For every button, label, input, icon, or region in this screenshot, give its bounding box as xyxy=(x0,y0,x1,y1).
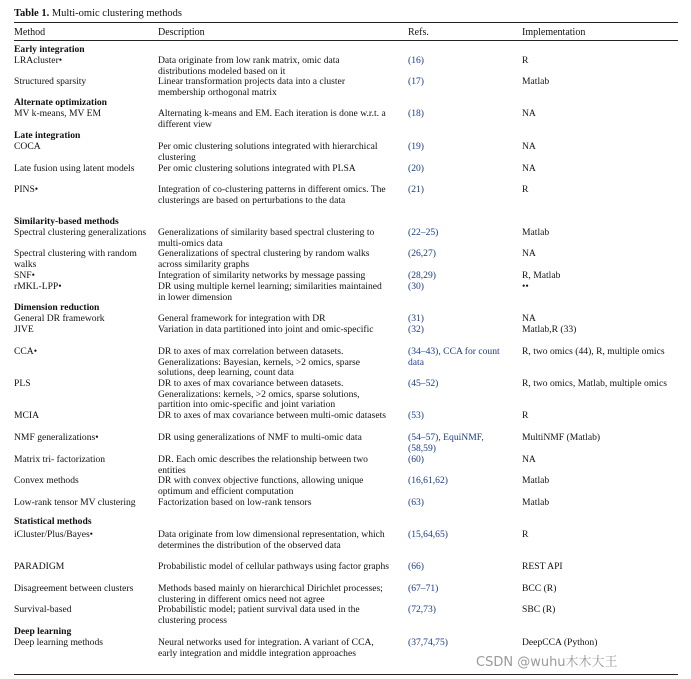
description-cell: Generalizations of spectral clustering by random walks across similarity graphs xyxy=(158,248,370,270)
table-title: Multi-omic clustering methods xyxy=(51,8,182,19)
refs-cell[interactable]: (26,27) xyxy=(408,248,436,259)
refs-cell[interactable]: (45–52) xyxy=(408,378,439,389)
method-cell: SNF• xyxy=(14,270,35,281)
refs-cell[interactable]: (63) xyxy=(408,497,424,508)
section-title: Deep learning xyxy=(14,626,72,637)
method-cell: PINS• xyxy=(14,184,39,195)
refs-cell[interactable]: (16,61,62) xyxy=(408,475,448,486)
top-rule xyxy=(14,22,678,23)
refs-cell[interactable]: (72,73) xyxy=(408,604,436,615)
header-description: Description xyxy=(158,27,205,38)
refs-cell[interactable]: (19) xyxy=(408,141,424,152)
implementation-cell: BCC (R) xyxy=(522,583,557,594)
implementation-cell: Matlab xyxy=(522,227,550,238)
refs-cell[interactable]: (32) xyxy=(408,324,424,335)
implementation-cell: Matlab xyxy=(522,76,550,87)
description-cell: Probabilistic model of cellular pathways using factor graphs xyxy=(158,561,389,572)
description-cell: Linear transformation projects data into a cluster membership orthogonal matrix xyxy=(158,76,346,98)
method-cell: CCA• xyxy=(14,346,38,357)
refs-cell[interactable]: (20) xyxy=(408,163,424,174)
table-label: Table 1. xyxy=(14,8,50,19)
description-cell: Integration of similarity networks by message passing xyxy=(158,270,366,281)
description-cell: Generalizations of similarity based spectral clustering to multi-omics data xyxy=(158,227,375,249)
header-rule xyxy=(14,40,678,41)
section-title: Late integration xyxy=(14,130,81,141)
implementation-cell: NA xyxy=(522,141,536,152)
method-cell: Matrix tri- factorization xyxy=(14,454,106,465)
description-cell: Alternating k-means and EM. Each iteration is done w.r.t. a different view xyxy=(158,108,386,130)
method-cell: MCIA xyxy=(14,410,40,421)
implementation-cell: R, two omics (44), R, multiple omics xyxy=(522,346,665,357)
refs-cell[interactable]: (21) xyxy=(408,184,424,195)
method-cell: PLS xyxy=(14,378,31,389)
method-cell: Spectral clustering with random walks xyxy=(14,248,137,270)
implementation-cell: •• xyxy=(522,281,529,292)
method-cell: General DR framework xyxy=(14,313,105,324)
description-cell: DR using generalizations of NMF to multi-omic data xyxy=(158,432,362,443)
method-cell: Low-rank tensor MV clustering xyxy=(14,497,136,508)
refs-cell[interactable]: (30) xyxy=(408,281,424,292)
description-cell: DR. Each omic describes the relationship between two entities xyxy=(158,454,368,476)
refs-cell[interactable]: (54–57), EquiNMF, (58,59) xyxy=(408,432,484,454)
refs-cell[interactable]: (37,74,75) xyxy=(408,637,448,648)
method-cell: Survival-based xyxy=(14,604,72,615)
description-cell: DR to axes of max correlation between datasets. Generalizations: Bayesian, kernels, >2 omics, sparse solutions, deep learning, count data xyxy=(158,346,361,379)
refs-cell[interactable]: (31) xyxy=(408,313,424,324)
implementation-cell: Matlab,R (33) xyxy=(522,324,577,335)
implementation-cell: R xyxy=(522,184,529,195)
description-cell: DR with convex objective functions, allowing unique optimum and efficient computation xyxy=(158,475,364,497)
implementation-cell: R xyxy=(522,529,529,540)
header-method: Method xyxy=(14,27,46,38)
section-title: Alternate optimization xyxy=(14,97,107,108)
method-cell: PARADIGM xyxy=(14,561,65,572)
section-title: Similarity-based methods xyxy=(14,216,119,227)
description-cell: DR to axes of max covariance between datasets. Generalizations: kernels, >2 omics, sparse solutions, partition into omic-specific and joint variation xyxy=(158,378,360,411)
refs-cell[interactable]: (53) xyxy=(408,410,424,421)
implementation-cell: SBC (R) xyxy=(522,604,556,615)
section-title: Statistical methods xyxy=(14,516,92,527)
description-cell: Per omic clustering solutions integrated with hierarchical clustering xyxy=(158,141,378,163)
description-cell: Factorization based on low-rank tensors xyxy=(158,497,312,508)
implementation-cell: R, Matlab xyxy=(522,270,561,281)
method-cell: Late fusion using latent models xyxy=(14,163,135,174)
section-title: Early integration xyxy=(14,44,85,55)
description-cell: Data originate from low rank matrix, omic data distributions modeled based on it xyxy=(158,55,340,77)
implementation-cell: MultiNMF (Matlab) xyxy=(522,432,601,443)
table-caption xyxy=(14,8,182,19)
refs-cell[interactable]: (28,29) xyxy=(408,270,436,281)
description-cell: DR using multiple kernel learning; similarities maintained in lower dimension xyxy=(158,281,382,303)
header-refs: Refs. xyxy=(408,27,429,38)
description-cell: Probabilistic model; patient survival data used in the clustering process xyxy=(158,604,360,626)
watermark: CSDN @wuhu木木大王 xyxy=(476,655,618,670)
method-cell: LRAcluster• xyxy=(14,55,63,66)
refs-cell[interactable]: (67–71) xyxy=(408,583,439,594)
description-cell: Per omic clustering solutions integrated with PLSA xyxy=(158,163,356,174)
refs-cell[interactable]: (60) xyxy=(408,454,424,465)
header-implementation: Implementation xyxy=(522,27,586,38)
method-cell: COCA xyxy=(14,141,41,152)
description-cell: General framework for integration with DR xyxy=(158,313,326,324)
refs-cell[interactable]: (17) xyxy=(408,76,424,87)
refs-cell[interactable]: (22–25) xyxy=(408,227,439,238)
implementation-cell: NA xyxy=(522,454,536,465)
implementation-cell: R xyxy=(522,55,529,66)
method-cell: Convex methods xyxy=(14,475,79,486)
refs-cell[interactable]: (16) xyxy=(408,55,424,66)
description-cell: Neural networks used for integration. A variant of CCA, early integration and middle integration approaches xyxy=(158,637,374,659)
implementation-cell: R xyxy=(522,410,529,421)
method-cell: Structured sparsity xyxy=(14,76,87,87)
implementation-cell: R, two omics, Matlab, multiple omics xyxy=(522,378,667,389)
method-cell: rMKL-LPP• xyxy=(14,281,62,292)
description-cell: Data originate from low dimensional representation, which determines the distribution of the observed data xyxy=(158,529,385,551)
method-cell: Spectral clustering generalizations xyxy=(14,227,147,238)
implementation-cell: NA xyxy=(522,163,536,174)
implementation-cell: NA xyxy=(522,108,536,119)
method-cell: JIVE xyxy=(14,324,34,335)
implementation-cell: Matlab xyxy=(522,497,550,508)
implementation-cell: DeepCCA (Python) xyxy=(522,637,598,648)
method-cell: Disagreement between clusters xyxy=(14,583,134,594)
implementation-cell: NA xyxy=(522,313,536,324)
bottom-rule xyxy=(14,674,678,675)
refs-cell[interactable]: (34–43), CCA for count data xyxy=(408,346,500,368)
implementation-cell: Matlab xyxy=(522,475,550,486)
description-cell: DR to axes of max covariance between multi-omic datasets xyxy=(158,410,387,421)
refs-cell[interactable]: (18) xyxy=(408,108,424,119)
implementation-cell: NA xyxy=(522,248,536,259)
method-cell: NMF generalizations• xyxy=(14,432,99,443)
implementation-cell: REST API xyxy=(522,561,563,572)
refs-cell[interactable]: (15,64,65) xyxy=(408,529,448,540)
method-cell: Deep learning methods xyxy=(14,637,103,648)
description-cell: Integration of co-clustering patterns in different omics. The clusterings are based on perturbations to the data xyxy=(158,184,386,206)
description-cell: Methods based mainly on hierarchical Dirichlet processes; clustering in different omics need not agree xyxy=(158,583,383,605)
refs-cell[interactable]: (66) xyxy=(408,561,424,572)
section-title: Dimension reduction xyxy=(14,302,100,313)
method-cell: MV k-means, MV EM xyxy=(14,108,102,119)
method-cell: iCluster/Plus/Bayes• xyxy=(14,529,94,540)
description-cell: Variation in data partitioned into joint and omic-specific xyxy=(158,324,374,335)
